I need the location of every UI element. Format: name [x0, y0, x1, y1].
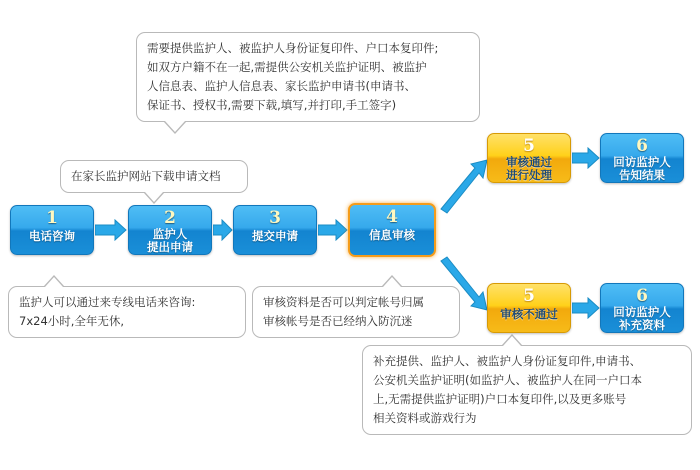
step-5-review-failed[interactable] [487, 283, 571, 333]
step-6-more-number: 6 [636, 286, 648, 306]
callout-bottom-tail [503, 336, 521, 346]
callout-hotline-line-1: 监护人可以通过来专线电话来咨询: [19, 295, 196, 309]
step-5-pass-label-line-2: 进行处理 [506, 168, 552, 182]
callout-center-tail [383, 277, 401, 287]
callout-bottom [362, 345, 692, 435]
callout-mid-tail [145, 192, 163, 202]
step-3-submit-application[interactable] [233, 205, 317, 255]
callout-download-docs-line-1: 在家长监护网站下载申请文档 [71, 169, 221, 183]
callout-hotline-line-2: 7x24小时,全年无休, [19, 314, 125, 328]
callout-left-tail [45, 277, 63, 287]
arrow-step2-step3 [213, 219, 233, 241]
callout-top-line-2: 如双方户籍不在一起,需提供公安机关监护证明、被监护 [147, 60, 427, 74]
step-2-label-line-1: 监护人 [152, 227, 188, 241]
step-4-number: 4 [386, 207, 398, 227]
callout-download-docs [60, 160, 248, 193]
arrow-step4-pass [437, 152, 489, 214]
callout-top-line-3: 人信息表、监护人信息表、家长监护申请书(申请书、 [147, 79, 416, 93]
step-5-review-passed[interactable] [487, 133, 571, 183]
step-1-phone-consult[interactable] [10, 205, 94, 255]
step-2-label-line-2: 提出申请 [147, 240, 193, 254]
callout-top-line-4: 保证书、授权书,需要下载,填写,并打印,手工签字) [147, 98, 397, 112]
step-3-label: 提交申请 [252, 229, 298, 243]
step-1-number: 1 [46, 208, 58, 228]
callout-top-line-1: 需要提供监护人、被监护人身份证复印件、户口本复印件; [147, 41, 439, 55]
arrow-step1-step2 [95, 219, 127, 241]
step-1-label: 电话咨询 [29, 229, 75, 243]
callout-audit-line-1: 审核资料是否可以判定帐号归属 [263, 295, 424, 309]
step-5-fail-number: 5 [523, 286, 535, 306]
callout-audit-line-2: 审核帐号是否已经纳入防沉迷 [263, 314, 413, 328]
step-5-fail-label: 审核不通过 [500, 307, 558, 321]
step-2-number: 2 [164, 208, 176, 228]
callout-audit-criteria [252, 286, 460, 338]
callout-bottom-line-4: 相关资料或游戏行为 [373, 411, 477, 425]
step-6-request-more-docs[interactable] [600, 283, 684, 333]
step-5-pass-number: 5 [523, 136, 535, 156]
callout-bottom-line-2: 公安机关监护证明(如监护人、被监护人在同一户口本 [373, 373, 642, 387]
step-6-more-label-line-1: 回访监护人 [613, 305, 671, 319]
step-6-notify-result[interactable] [600, 133, 684, 183]
step-5-pass-label-line-1: 审核通过 [506, 155, 552, 169]
step-6-notify-label-line-1: 回访监护人 [613, 155, 671, 169]
step-2-guardian-apply[interactable] [128, 205, 212, 255]
callout-top [136, 32, 480, 122]
step-4-label: 信息审核 [369, 228, 415, 242]
arrow-step3-step4 [318, 219, 348, 241]
arrow-fail-result [572, 297, 600, 319]
step-6-notify-number: 6 [636, 136, 648, 156]
arrow-step4-fail [437, 256, 489, 318]
arrow-pass-result [572, 147, 600, 169]
callout-top-tail [165, 121, 185, 132]
callout-hotline [8, 286, 246, 338]
callout-bottom-line-3: 上,无需提供监护证明)户口本复印件,以及更多账号 [373, 392, 627, 406]
step-4-info-review[interactable] [348, 203, 436, 257]
step-3-number: 3 [269, 208, 281, 228]
step-6-more-label-line-2: 补充资料 [619, 318, 665, 332]
step-6-notify-label-line-2: 告知结果 [619, 168, 665, 182]
callout-bottom-line-1: 补充提供、监护人、被监护人身份证复印件,申请书、 [373, 354, 642, 368]
